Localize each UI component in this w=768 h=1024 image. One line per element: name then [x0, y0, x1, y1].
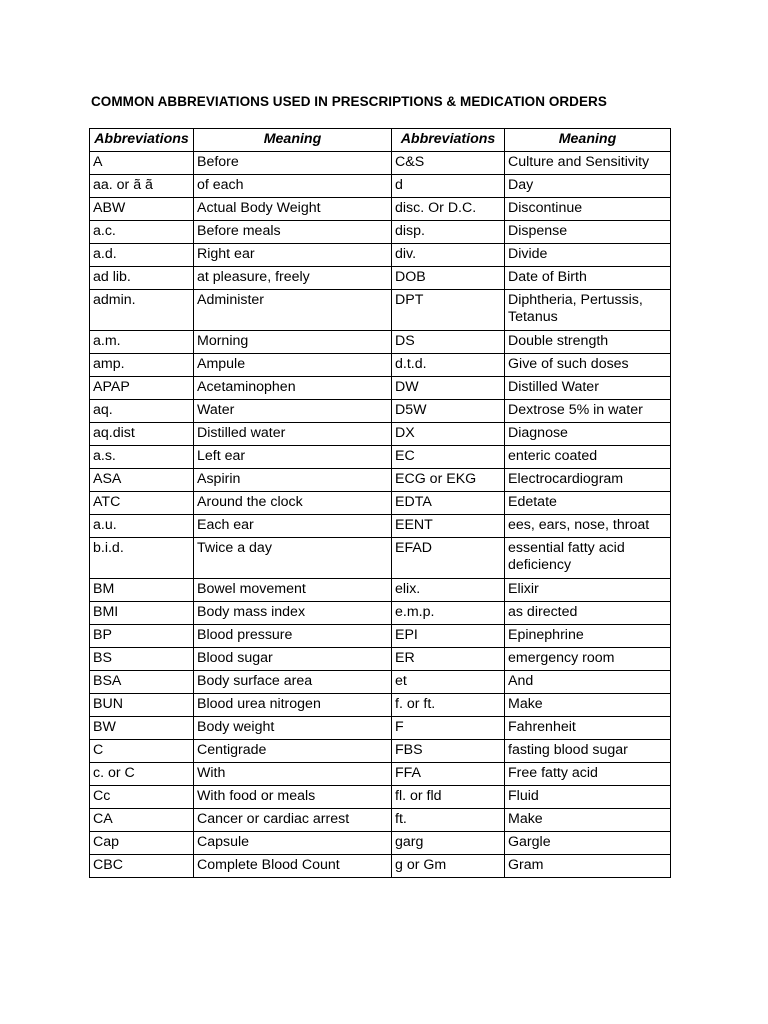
table-row — [90, 717, 671, 740]
abbreviation-cell: BMI — [90, 602, 194, 625]
abbreviations-table — [89, 128, 671, 878]
abbreviation-cell: ER — [392, 648, 505, 671]
abbreviation-cell: a.c. — [90, 221, 194, 244]
table-row — [90, 671, 671, 694]
table-row — [90, 740, 671, 763]
meaning-cell: Make — [505, 809, 671, 832]
meaning-cell: Fahrenheit — [505, 717, 671, 740]
abbreviation-cell: g or Gm — [392, 855, 505, 878]
meaning-cell: Actual Body Weight — [194, 198, 392, 221]
abbreviation-cell: admin. — [90, 290, 194, 331]
meaning-cell: Bowel movement — [194, 579, 392, 602]
meaning-cell: emergency room — [505, 648, 671, 671]
abbreviation-cell: div. — [392, 244, 505, 267]
header-abbreviations-1: Abbreviations — [90, 129, 194, 152]
abbreviation-cell: ASA — [90, 469, 194, 492]
meaning-cell: Fluid — [505, 786, 671, 809]
abbreviation-cell: EC — [392, 446, 505, 469]
table-row — [90, 198, 671, 221]
abbreviation-cell: BS — [90, 648, 194, 671]
meaning-cell: Gram — [505, 855, 671, 878]
meaning-cell: Acetaminophen — [194, 377, 392, 400]
table-row — [90, 492, 671, 515]
abbreviation-cell: b.i.d. — [90, 538, 194, 579]
meaning-cell: Culture and Sensitivity — [505, 152, 671, 175]
abbreviation-cell: BP — [90, 625, 194, 648]
abbreviation-cell: A — [90, 152, 194, 175]
table-row — [90, 538, 671, 579]
meaning-cell: Diphtheria, Pertussis, Tetanus — [505, 290, 671, 331]
meaning-cell: Centigrade — [194, 740, 392, 763]
abbreviation-cell: APAP — [90, 377, 194, 400]
meaning-cell: fasting blood sugar — [505, 740, 671, 763]
meaning-cell: Cancer or cardiac arrest — [194, 809, 392, 832]
meaning-cell: Body weight — [194, 717, 392, 740]
abbreviation-cell: BUN — [90, 694, 194, 717]
abbreviation-cell: EDTA — [392, 492, 505, 515]
abbreviation-cell: a.s. — [90, 446, 194, 469]
meaning-cell: of each — [194, 175, 392, 198]
abbreviation-cell: FFA — [392, 763, 505, 786]
meaning-cell: Twice a day — [194, 538, 392, 579]
meaning-cell: Each ear — [194, 515, 392, 538]
abbreviation-cell: et — [392, 671, 505, 694]
abbreviation-cell: d — [392, 175, 505, 198]
table-row — [90, 221, 671, 244]
meaning-cell: Ampule — [194, 354, 392, 377]
abbreviation-cell: aq.dist — [90, 423, 194, 446]
abbreviation-cell: f. or ft. — [392, 694, 505, 717]
meaning-cell: Epinephrine — [505, 625, 671, 648]
abbreviation-cell: BM — [90, 579, 194, 602]
meaning-cell: Discontinue — [505, 198, 671, 221]
meaning-cell: Distilled Water — [505, 377, 671, 400]
abbreviation-cell: disc. Or D.C. — [392, 198, 505, 221]
abbreviation-cell: ECG or EKG — [392, 469, 505, 492]
abbreviation-cell: elix. — [392, 579, 505, 602]
meaning-cell: Day — [505, 175, 671, 198]
meaning-cell: Capsule — [194, 832, 392, 855]
meaning-cell: And — [505, 671, 671, 694]
table-row — [90, 763, 671, 786]
meaning-cell: Make — [505, 694, 671, 717]
meaning-cell: Edetate — [505, 492, 671, 515]
abbreviation-cell: aa. or ã ã — [90, 175, 194, 198]
meaning-cell: Date of Birth — [505, 267, 671, 290]
table-row — [90, 354, 671, 377]
abbreviation-cell: CA — [90, 809, 194, 832]
meaning-cell: Body surface area — [194, 671, 392, 694]
abbreviation-cell: FBS — [392, 740, 505, 763]
abbreviation-cell: Cc — [90, 786, 194, 809]
table-row — [90, 175, 671, 198]
meaning-cell: enteric coated — [505, 446, 671, 469]
meaning-cell: Diagnose — [505, 423, 671, 446]
abbreviation-cell: D5W — [392, 400, 505, 423]
meaning-cell: Morning — [194, 331, 392, 354]
table-row — [90, 648, 671, 671]
meaning-cell: Aspirin — [194, 469, 392, 492]
meaning-cell: With food or meals — [194, 786, 392, 809]
abbreviation-cell: ad lib. — [90, 267, 194, 290]
document-title: COMMON ABBREVIATIONS USED IN PRESCRIPTIONS & MEDICATION ORDERS — [91, 94, 607, 109]
abbreviation-cell: BW — [90, 717, 194, 740]
abbreviation-cell: DS — [392, 331, 505, 354]
abbreviation-cell: c. or C — [90, 763, 194, 786]
meaning-cell: Dextrose 5% in water — [505, 400, 671, 423]
meaning-cell: Left ear — [194, 446, 392, 469]
meaning-cell: Electrocardiogram — [505, 469, 671, 492]
meaning-cell: Distilled water — [194, 423, 392, 446]
table-row — [90, 832, 671, 855]
meaning-cell: at pleasure, freely — [194, 267, 392, 290]
abbreviation-cell: EENT — [392, 515, 505, 538]
meaning-cell: Before — [194, 152, 392, 175]
meaning-cell: Complete Blood Count — [194, 855, 392, 878]
table-header-row — [90, 129, 671, 152]
table-row — [90, 152, 671, 175]
meaning-cell: Divide — [505, 244, 671, 267]
meaning-cell: as directed — [505, 602, 671, 625]
table-row — [90, 290, 671, 331]
table-row — [90, 267, 671, 290]
abbreviation-cell: a.u. — [90, 515, 194, 538]
header-meaning-2: Meaning — [505, 129, 671, 152]
meaning-cell: Body mass index — [194, 602, 392, 625]
abbreviation-cell: ABW — [90, 198, 194, 221]
abbreviation-cell: fl. or fld — [392, 786, 505, 809]
abbreviation-cell: DW — [392, 377, 505, 400]
abbreviation-cell: DPT — [392, 290, 505, 331]
meaning-cell: Blood sugar — [194, 648, 392, 671]
abbreviation-cell: F — [392, 717, 505, 740]
abbreviation-cell: a.m. — [90, 331, 194, 354]
abbreviation-cell: d.t.d. — [392, 354, 505, 377]
table-row — [90, 855, 671, 878]
meaning-cell: Elixir — [505, 579, 671, 602]
abbreviation-cell: DX — [392, 423, 505, 446]
table-row — [90, 579, 671, 602]
table-body — [90, 152, 671, 878]
meaning-cell: Double strength — [505, 331, 671, 354]
table-row — [90, 400, 671, 423]
meaning-cell: Before meals — [194, 221, 392, 244]
header-abbreviations-2: Abbreviations — [392, 129, 505, 152]
table-row — [90, 377, 671, 400]
abbreviation-cell: DOB — [392, 267, 505, 290]
table-row — [90, 515, 671, 538]
abbreviation-cell: aq. — [90, 400, 194, 423]
meaning-cell: Right ear — [194, 244, 392, 267]
abbreviation-cell: C&S — [392, 152, 505, 175]
table-row — [90, 244, 671, 267]
meaning-cell: Dispense — [505, 221, 671, 244]
table-row — [90, 423, 671, 446]
abbreviation-cell: C — [90, 740, 194, 763]
abbreviation-cell: amp. — [90, 354, 194, 377]
meaning-cell: Blood urea nitrogen — [194, 694, 392, 717]
abbreviation-cell: EFAD — [392, 538, 505, 579]
table-row — [90, 809, 671, 832]
abbreviation-cell: ATC — [90, 492, 194, 515]
meaning-cell: With — [194, 763, 392, 786]
meaning-cell: Administer — [194, 290, 392, 331]
table-row — [90, 446, 671, 469]
abbreviation-cell: BSA — [90, 671, 194, 694]
abbreviation-cell: garg — [392, 832, 505, 855]
abbreviation-cell: CBC — [90, 855, 194, 878]
table-row — [90, 602, 671, 625]
header-meaning-1: Meaning — [194, 129, 392, 152]
abbreviation-cell: ft. — [392, 809, 505, 832]
meaning-cell: Blood pressure — [194, 625, 392, 648]
table-row — [90, 625, 671, 648]
meaning-cell: Free fatty acid — [505, 763, 671, 786]
meaning-cell: Water — [194, 400, 392, 423]
table-row — [90, 331, 671, 354]
abbreviation-cell: Cap — [90, 832, 194, 855]
meaning-cell: ees, ears, nose, throat — [505, 515, 671, 538]
abbreviation-cell: disp. — [392, 221, 505, 244]
table-row — [90, 469, 671, 492]
meaning-cell: Give of such doses — [505, 354, 671, 377]
table-row — [90, 694, 671, 717]
abbreviation-cell: e.m.p. — [392, 602, 505, 625]
abbreviation-cell: EPI — [392, 625, 505, 648]
meaning-cell: Around the clock — [194, 492, 392, 515]
abbreviation-cell: a.d. — [90, 244, 194, 267]
table-row — [90, 786, 671, 809]
meaning-cell: essential fatty acid deficiency — [505, 538, 671, 579]
meaning-cell: Gargle — [505, 832, 671, 855]
